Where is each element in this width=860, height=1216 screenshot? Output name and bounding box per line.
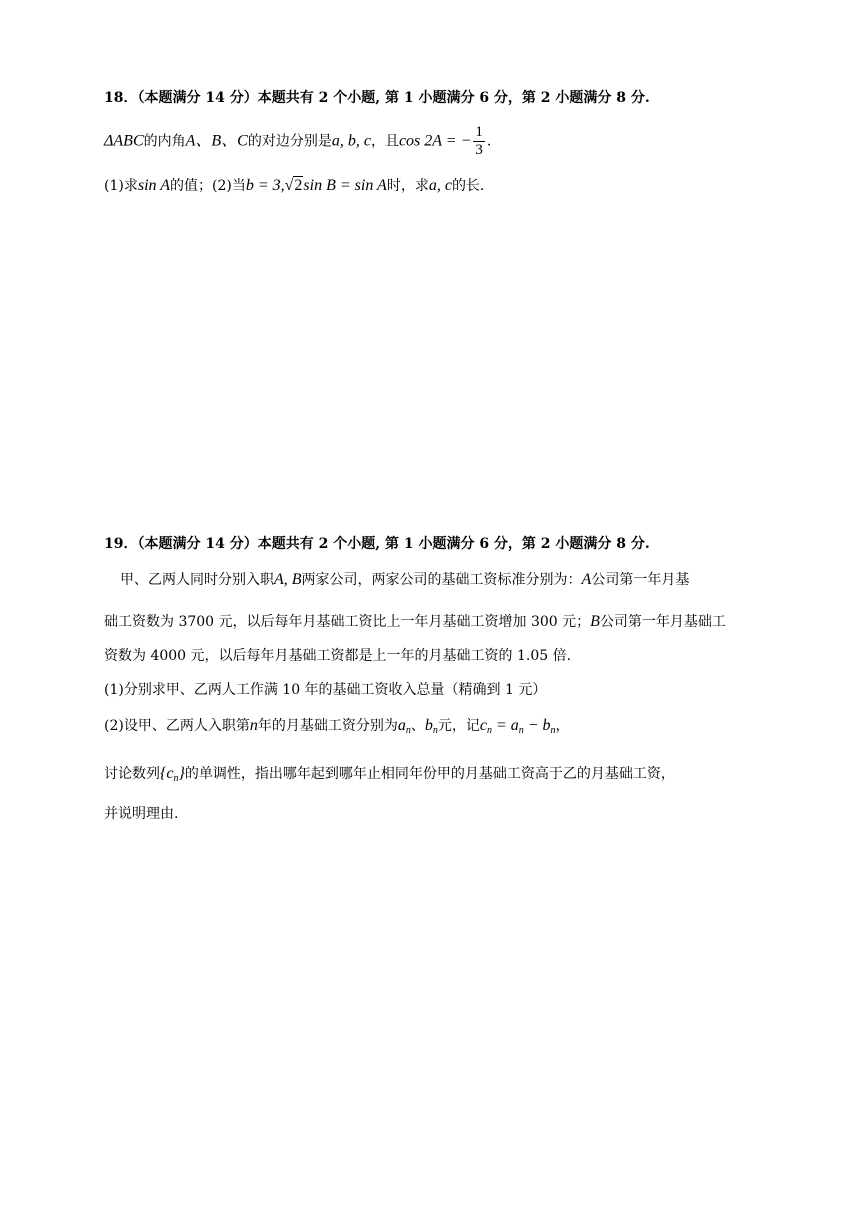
sides: a, b, c (331, 132, 371, 150)
bn-sub: n (432, 725, 438, 736)
q19-part2-cont (104, 764, 675, 784)
sqrt-two (285, 176, 304, 196)
q18-text-1: 的内角 (143, 133, 186, 150)
q19-header (104, 534, 650, 554)
companies-ab: A, B (274, 571, 302, 588)
q19-para-line3 (104, 646, 571, 666)
an-sub: n (405, 725, 411, 736)
sin-equation: sin B = sin A (303, 177, 387, 194)
q19-number: 19． (104, 536, 138, 552)
q18-period: . (486, 133, 492, 150)
q19-part2-text-5: 的单调性，指出哪年起到哪年止相同年份甲的月基础工资高于乙的月基础工资， (184, 766, 675, 782)
q19-part1 (104, 680, 546, 700)
b-value: b = 3, (245, 177, 285, 194)
q19-text-3: 公司第一年月基 (591, 572, 690, 588)
q19-part2-text-2: 年的月基础工资分别为 (257, 718, 398, 734)
q18-parts (104, 176, 484, 196)
sqrt-radicand: 2 (294, 177, 303, 194)
cn-sub: n (486, 725, 492, 736)
cn-base: c (479, 717, 487, 734)
q18-part1-label: (1)求 (104, 178, 138, 194)
fraction-one-third (473, 124, 485, 159)
eq-b: − b (523, 717, 551, 734)
var-bn (425, 717, 438, 734)
q18-text-3: ，且 (370, 133, 399, 150)
q19-para-line1 (120, 570, 689, 590)
eq-b-sub: n (550, 725, 556, 736)
seq-close: } (178, 765, 185, 782)
q19-header-text: （本题满分 14 分）本题共有 2 个小题, 第 1 小题满分 6 分，第 2 小题满分 8 分. (137, 536, 650, 552)
q18-text-5: 的长. (451, 178, 485, 194)
q18-number: 18． (104, 90, 138, 106)
q19-part2-text-1: (2)设甲、乙两人入职第 (104, 718, 250, 734)
sqrt-sign: √ (284, 177, 294, 194)
company-b: B (590, 613, 600, 630)
q19-part2-text-3: 元，记 (437, 718, 480, 734)
sin-a: sin A (137, 177, 170, 194)
q19-part1-text: (1)分别求甲、乙两人工作满 10 年的基础工资收入总量（精确到 1 元） (104, 682, 547, 698)
var-an (398, 717, 411, 734)
q18-statement (104, 124, 491, 159)
q18-text-4: 时，求 (386, 178, 429, 194)
fraction-denominator: 3 (475, 142, 483, 158)
q19-text-5: 公司第一年月基础工 (599, 614, 726, 630)
an-base: a (397, 717, 406, 734)
q19-text-4: 础工资数为 3700 元，以后每年月基础工资比上一年月基础工资增加 300 元； (104, 614, 591, 630)
angles: A、B、C (185, 132, 248, 150)
cos-expression: cos 2A = − (398, 132, 472, 150)
q18-header-text: （本题满分 14 分）本题共有 2 个小题, 第 1 小题满分 6 分，第 2 小题满分 8 分. (137, 90, 650, 106)
a-c-vars: a, c (428, 177, 452, 194)
q18-header (104, 88, 650, 108)
triangle-name: ΔABC (104, 132, 144, 150)
q19-text-1: 甲、乙两人同时分别入职 (120, 572, 274, 588)
fraction-numerator: 1 (475, 124, 483, 140)
q19-part2-comma: ， (555, 718, 570, 734)
q19-para-line2 (104, 612, 726, 632)
eq-a: = a (491, 717, 519, 734)
seq-open: {c (160, 765, 174, 782)
eq-a-sub: n (518, 725, 524, 736)
sequence-cn (160, 765, 185, 782)
q19-part2-text-4: 讨论数列 (104, 766, 160, 782)
cn-equation (480, 717, 556, 734)
q19-part2-sep: 、 (410, 718, 425, 734)
q18-part2-label: 的值；(2)当 (170, 178, 246, 194)
q19-part2-end (104, 804, 178, 824)
q19-part2 (104, 716, 570, 736)
q18-text-2: 的对边分别是 (247, 133, 332, 150)
bn-base: b (424, 717, 433, 734)
seq-sub: n (173, 773, 179, 784)
q19-text-2: 两家公司，两家公司的基础工资标准分别为： (301, 572, 582, 588)
q19-part2-text-6: 并说明理由. (104, 806, 179, 822)
company-a: A (581, 571, 592, 588)
q19-text-6: 资数为 4000 元，以后每年月基础工资都是上一年的月基础工资的 1.05 倍. (104, 648, 572, 664)
var-n: n (249, 717, 258, 734)
